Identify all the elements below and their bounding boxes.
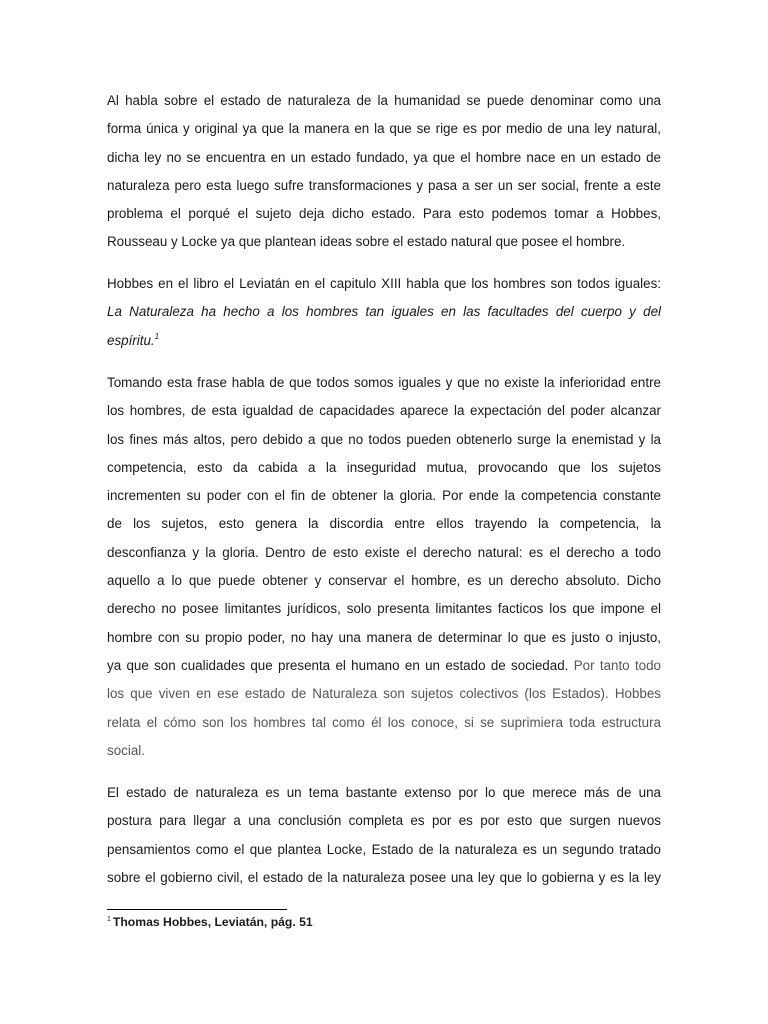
text-line: Tomando esta frase habla de que todos somos iguales y que no existe la inferioridad entre: [107, 375, 661, 390]
paragraph-state-of-nature-intro: [107, 87, 661, 257]
text-line-gray: social.: [107, 742, 145, 758]
footnote: [107, 915, 313, 929]
footnote-text: Thomas Hobbes, Leviatán, pág. 51: [112, 915, 313, 929]
text-line: El estado de naturaleza es un tema bastante extenso por lo que merece más de una: [107, 785, 661, 800]
text-line: aquello a lo que puede obtener y conservar el hombre, es un derecho absoluto. Dicho: [107, 573, 661, 589]
quote-text: espíritu.: [107, 332, 155, 348]
text-line: postura para llegar a una conclusión completa es por es por esto que surgen nuevos: [107, 813, 661, 829]
text-line: [107, 652, 661, 680]
text-line: sobre el gobierno civil, el estado de la naturaleza posee una ley que lo gobierna y es la ley: [107, 869, 661, 885]
text-line: forma única y original ya que la manera en la que se rige es por medio de una ley natural,: [107, 121, 661, 137]
text-line: Al habla sobre el estado de naturaleza de la humanidad se puede denominar como una: [107, 93, 661, 108]
text-segment: ya que son cualidades que presenta el humano en un estado de sociedad.: [107, 657, 569, 673]
text-line: hombre con su propio poder, no hay una manera de determinar lo que es justo o injusto,: [107, 629, 661, 645]
quote-line: La Naturaleza ha hecho a los hombres tan iguales en las facultades del cuerpo y del: [107, 304, 661, 320]
text-line: de los sujetos, esto genera la discordia entre ellos trayendo la competencia, la: [107, 516, 661, 532]
paragraph-equality-analysis: [107, 369, 661, 765]
text-line: los fines más altos, pero debido a que no todos pueden obtenerlo surge la enemistad y la: [107, 431, 661, 447]
text-line-gray: los que viven en ese estado de Naturaleza son sujetos colectivos (los Estados). Hobbes: [107, 686, 661, 702]
text-line: Rousseau y Locke ya que plantean ideas sobre el estado natural que posee el hombre.: [107, 234, 626, 250]
text-line: los hombres, de esta igualdad de capacidades aparece la expectación del poder alcanzar: [107, 403, 661, 419]
text-line: competencia, esto da cabida a la inseguridad mutua, provocando que los sujetos: [107, 459, 661, 475]
paragraph-locke-intro: [107, 779, 661, 892]
text-segment-gray: Por tanto todo: [568, 657, 662, 673]
paragraph-hobbes-quote: [107, 270, 661, 355]
text-line: dicha ley no se encuentra en un estado fundado, ya que el hombre nace en un estado de: [107, 149, 661, 165]
text-line: Hobbes en el libro el Leviatán en el capitulo XIII habla que los hombres son todos iguales:: [107, 276, 661, 291]
text-line-gray: relata el cómo son los hombres tal como él los conoce, si se suprimiera toda estructura: [107, 714, 661, 730]
text-line: pensamientos como el que plantea Locke, Estado de la naturaleza es un segundo tratado: [107, 841, 661, 857]
text-line: incrementen su poder con el fin de obtener la gloria. Por ende la competencia constante: [107, 488, 661, 504]
text-line: problema el porqué el sujeto deja dicho estado. Para esto podemos tomar a Hobbes,: [107, 206, 661, 222]
text-line: desconfianza y la gloria. Dentro de esto existe el derecho natural: es el derecho a todo: [107, 544, 661, 560]
footnote-reference: 1: [154, 331, 160, 341]
quote-line: [107, 327, 661, 355]
text-line: naturaleza pero esta luego sufre transformaciones y pasa a ser un ser social, frente a este: [107, 177, 661, 193]
footnote-separator: [107, 909, 287, 910]
footnote-number: 1: [107, 916, 111, 923]
text-line: derecho no posee limitantes jurídicos, solo presenta limitantes facticos los que impone el: [107, 601, 661, 617]
